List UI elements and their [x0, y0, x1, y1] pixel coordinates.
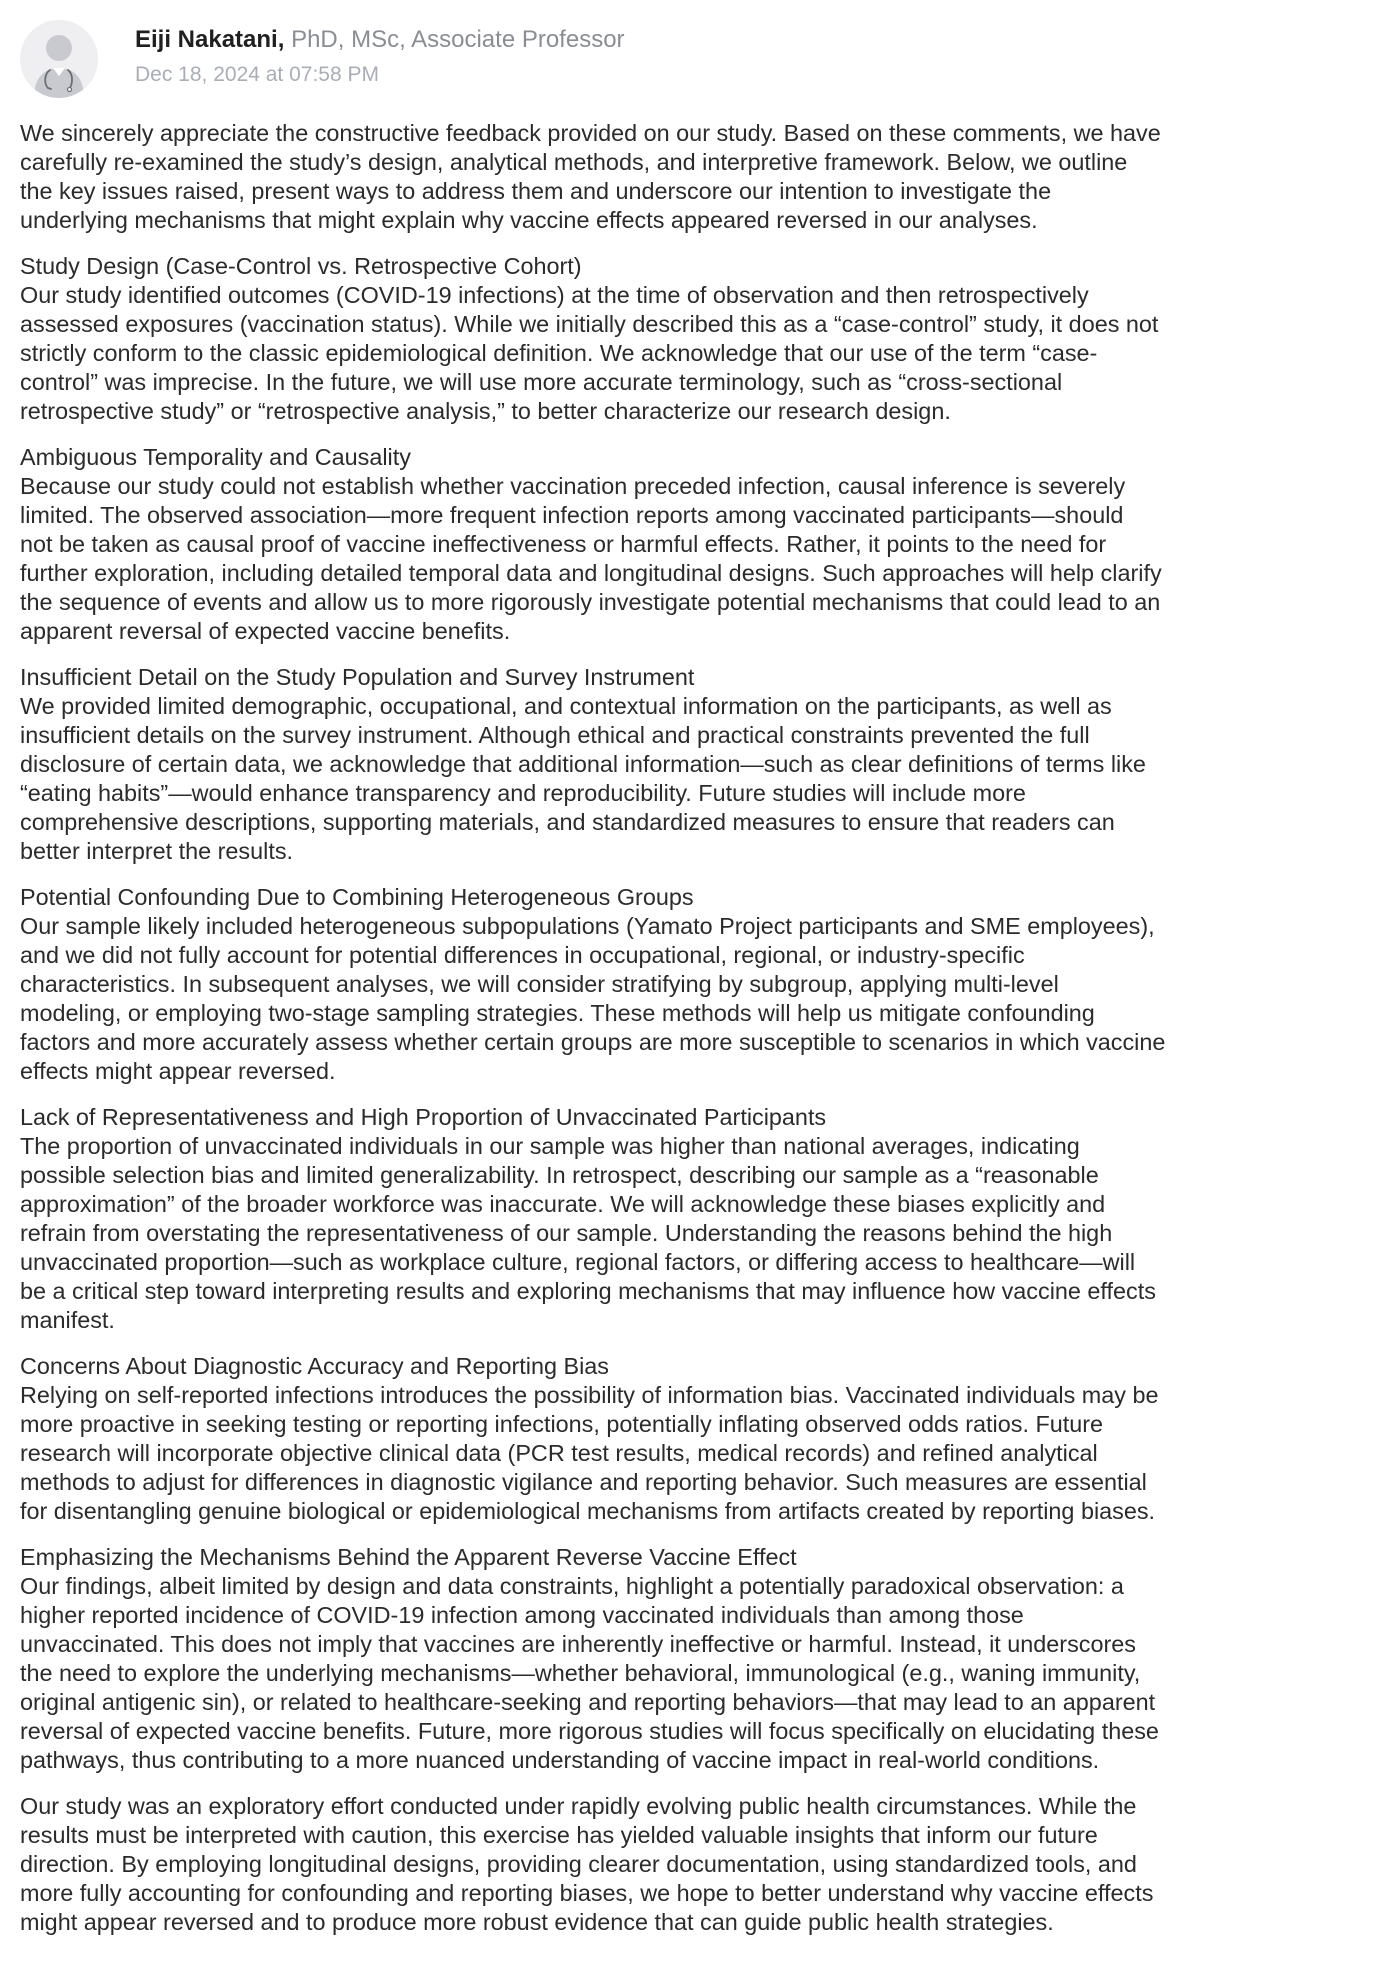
text-line: We provided limited demographic, occupational, and contextual information on the participants, as well as — [20, 693, 1112, 719]
text-line: unvaccinated proportion—such as workplace culture, regional factors, or differing access to healthcare—will — [20, 1249, 1136, 1275]
text-line: strictly conform to the classic epidemiological definition. We acknowledge that our use of the term “case- — [20, 340, 1098, 366]
section-paragraph — [20, 883, 1365, 1086]
text-line: the sequence of events and allow us to more rigorously investigate potential mechanisms that could lead to an — [20, 589, 1161, 615]
text-line: reversal of expected vaccine benefits. Future, more rigorous studies will focus specifically on elucidating these — [20, 1718, 1159, 1744]
text-line: modeling, or employing two-stage sampling strategies. These methods will help us mitigate confounding — [20, 1000, 1095, 1026]
comment-header — [20, 20, 625, 98]
text-line: refrain from overstating the representativeness of our sample. Understanding the reasons behind the high — [20, 1220, 1113, 1246]
section-heading: Potential Confounding Due to Combining Heterogeneous Groups — [20, 884, 694, 910]
text-line: insufficient details on the survey instrument. Although ethical and practical constraints prevented the full — [20, 722, 1090, 748]
text-line: and we did not fully account for potential differences in occupational, regional, or industry-specific — [20, 942, 1025, 968]
text-line: research will incorporate objective clinical data (PCR test results, medical records) and refined analytical — [20, 1440, 1098, 1466]
text-line: underlying mechanisms that might explain why vaccine effects appeared reversed in our analyses. — [20, 207, 1038, 233]
text-line: retrospective study” or “retrospective analysis,” to better characterize our research design. — [20, 398, 951, 424]
text-line: characteristics. In subsequent analyses, we will consider stratifying by subgroup, applying multi-level — [20, 971, 1059, 997]
text-line: The proportion of unvaccinated individuals in our sample was higher than national averages, indicating — [20, 1133, 1080, 1159]
section-paragraph — [20, 252, 1365, 426]
text-line: limited. The observed association—more frequent infection reports among vaccinated participants—should — [20, 502, 1124, 528]
text-line: assessed exposures (vaccination status). While we initially described this as a “case-control” study, it does not — [20, 311, 1159, 337]
text-line: not be taken as causal proof of vaccine ineffectiveness or harmful effects. Rather, it points to the need for — [20, 531, 1107, 557]
text-line: for disentangling genuine biological or epidemiological mechanisms from artifacts created by reporting biases. — [20, 1498, 1156, 1524]
text-line: control” was imprecise. In the future, we will use more accurate terminology, such as “cross-sectional — [20, 369, 1063, 395]
text-line: Our sample likely included heterogeneous subpopulations (Yamato Project participants and SME employees), — [20, 913, 1155, 939]
author-avatar[interactable] — [20, 20, 98, 98]
text-line: unvaccinated. This does not imply that vaccines are inherently ineffective or harmful. Instead, it underscores — [20, 1631, 1136, 1657]
conclusion-paragraph — [20, 1792, 1365, 1937]
comment-timestamp: Dec 18, 2024 at 07:58 PM — [135, 63, 379, 86]
text-line: carefully re-examined the study’s design, analytical methods, and interpretive framework. Below, we outline — [20, 149, 1128, 175]
section-heading: Concerns About Diagnostic Accuracy and Reporting Bias — [20, 1353, 609, 1379]
text-line: the key issues raised, present ways to address them and underscore our intention to investigate the — [20, 178, 1052, 204]
section-paragraph — [20, 1103, 1365, 1335]
section-paragraph — [20, 443, 1365, 646]
text-line: manifest. — [20, 1307, 115, 1333]
author-line — [135, 24, 625, 56]
section-heading: Study Design (Case-Control vs. Retrospective Cohort) — [20, 253, 582, 279]
section-heading: Insufficient Detail on the Study Population and Survey Instrument — [20, 664, 695, 690]
text-line: Relying on self-reported infections introduces the possibility of information bias. Vaccinated individuals may be — [20, 1382, 1159, 1408]
doctor-avatar-icon — [20, 20, 98, 98]
author-comma: , — [277, 26, 285, 53]
sections-container — [20, 252, 1365, 1775]
section-paragraph — [20, 663, 1365, 866]
text-line: approximation” of the broader workforce was inaccurate. We will acknowledge these biases explicitly and — [20, 1191, 1106, 1217]
text-line: We sincerely appreciate the constructive feedback provided on our study. Based on these comments, we have — [20, 120, 1161, 146]
text-line: direction. By employing longitudinal designs, providing clearer documentation, using standardized tools, and — [20, 1851, 1137, 1877]
section-heading: Ambiguous Temporality and Causality — [20, 444, 411, 470]
text-line: disclosure of certain data, we acknowledge that additional information—such as clear definitions of terms like — [20, 751, 1146, 777]
text-line: Our study was an exploratory effort conducted under rapidly evolving public health circumstances. While the — [20, 1793, 1137, 1819]
text-line: more fully accounting for confounding and reporting biases, we hope to better understand why vaccine effects — [20, 1880, 1154, 1906]
text-line: further exploration, including detailed temporal data and longitudinal designs. Such approaches will help clarify — [20, 560, 1162, 586]
text-line: methods to adjust for differences in diagnostic vigilance and reporting behavior. Such measures are essential — [20, 1469, 1147, 1495]
text-line: Our study identified outcomes (COVID-19 infections) at the time of observation and then retrospectively — [20, 282, 1089, 308]
text-line: be a critical step toward interpreting results and exploring mechanisms that may influence how vaccine effects — [20, 1278, 1156, 1304]
text-line: more proactive in seeking testing or reporting infections, potentially inflating observed odds ratios. Future — [20, 1411, 1104, 1437]
intro-paragraph — [20, 119, 1365, 235]
text-line: better interpret the results. — [20, 838, 294, 864]
text-line: results must be interpreted with caution, this exercise has yielded valuable insights that inform our future — [20, 1822, 1098, 1848]
text-line: Because our study could not establish whether vaccination preceded infection, causal inference is severely — [20, 473, 1126, 499]
text-line: “eating habits”—would enhance transparency and reproducibility. Future studies will include more — [20, 780, 1026, 806]
author-meta — [135, 20, 625, 90]
section-paragraph — [20, 1352, 1365, 1526]
text-line: comprehensive descriptions, supporting materials, and standardized measures to ensure that readers can — [20, 809, 1115, 835]
text-line: effects might appear reversed. — [20, 1058, 336, 1084]
author-credentials: PhD, MSc, Associate Professor — [284, 26, 625, 53]
comment-body — [20, 119, 1365, 1954]
text-line: might appear reversed and to produce more robust evidence that can guide public health strategies. — [20, 1909, 1054, 1935]
section-heading: Emphasizing the Mechanisms Behind the Apparent Reverse Vaccine Effect — [20, 1544, 797, 1570]
author-name[interactable]: Eiji Nakatani — [135, 26, 278, 53]
text-line: higher reported incidence of COVID-19 infection among vaccinated individuals than among those — [20, 1602, 1024, 1628]
section-heading: Lack of Representativeness and High Proportion of Unvaccinated Participants — [20, 1104, 827, 1130]
text-line: possible selection bias and limited generalizability. In retrospect, describing our sample as a “reasonable — [20, 1162, 1099, 1188]
text-line: original antigenic sin), or related to healthcare-seeking and reporting behaviors—that may lead to an apparent — [20, 1689, 1156, 1715]
text-line: Our findings, albeit limited by design and data constraints, highlight a potentially paradoxical observation: a — [20, 1573, 1124, 1599]
text-line: pathways, thus contributing to a more nuanced understanding of vaccine impact in real-world conditions. — [20, 1747, 1100, 1773]
text-line: apparent reversal of expected vaccine benefits. — [20, 618, 511, 644]
section-paragraph — [20, 1543, 1365, 1775]
text-line: the need to explore the underlying mechanisms—whether behavioral, immunological (e.g., waning immunity, — [20, 1660, 1141, 1686]
text-line: factors and more accurately assess whether certain groups are more susceptible to scenarios in which vaccine — [20, 1029, 1166, 1055]
